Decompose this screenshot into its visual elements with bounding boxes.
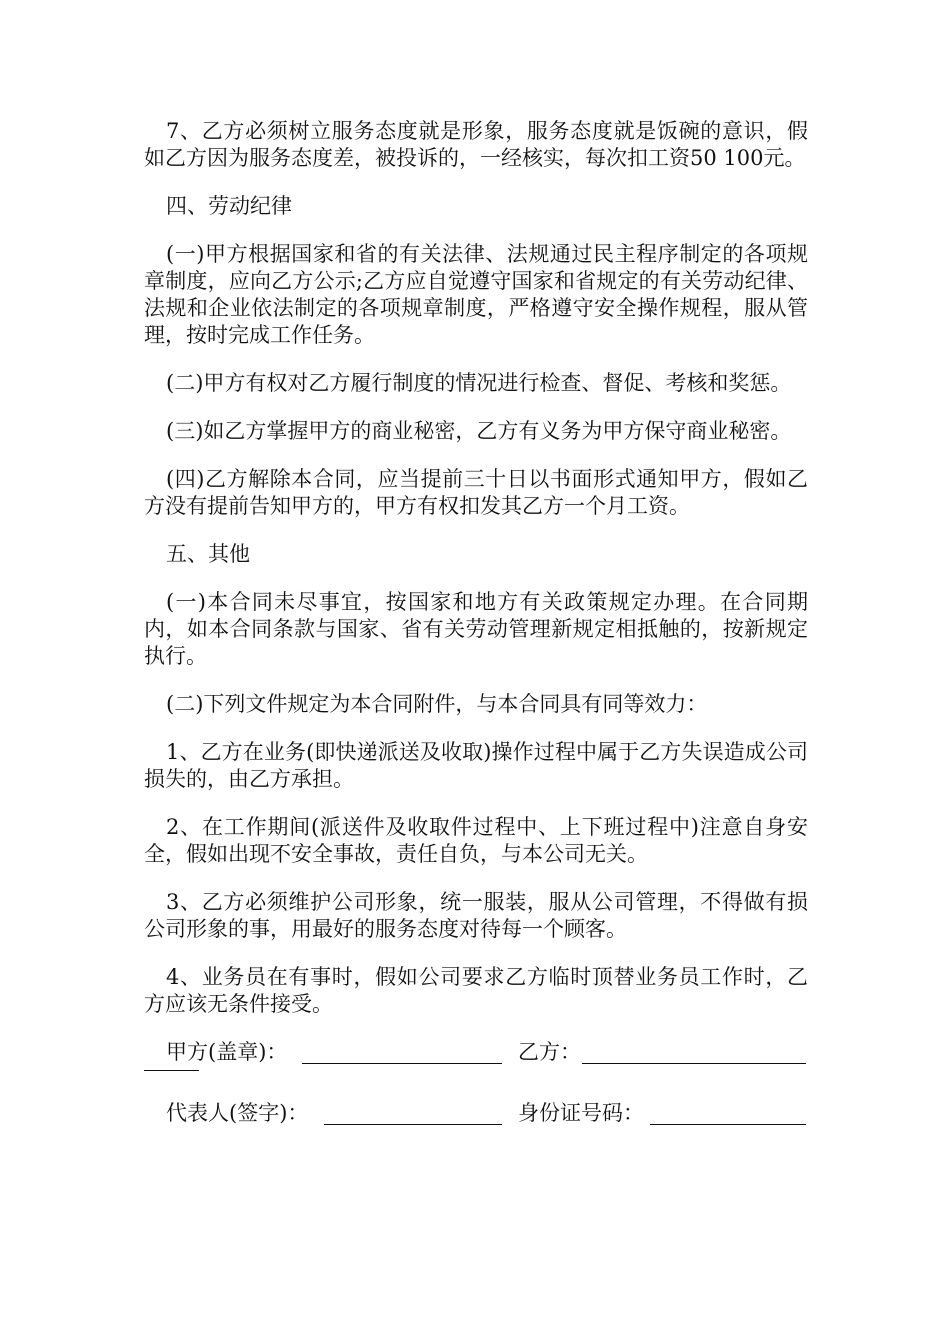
clause-7: 7、乙方必须树立服务态度就是形象，服务态度就是饭碗的意识，假如乙方因为服务态度差，被投诉的，一经核实，每次扣工资50 100元。 <box>144 119 808 170</box>
id-number-blank[interactable] <box>650 1102 806 1125</box>
attachment-item-1: 1、乙方在业务(即快递派送及收取)操作过程中属于乙方失误造成公司损失的，由乙方承担。 <box>144 740 808 791</box>
signature-row-parties <box>144 1039 808 1066</box>
clause-4-4: (四)乙方解除本合同，应当提前三十日以书面形式通知甲方，假如乙方没有提前告知甲方的，甲方有权扣发其乙方一个月工资。 <box>144 467 808 518</box>
attachment-item-2: 2、在工作期间(派送件及收取件过程中、上下班过程中)注意自身安全，假如出现不安全事故，责任自负，与本公司无关。 <box>144 815 808 866</box>
id-number-label: 身份证号码： <box>518 1101 644 1125</box>
document-page <box>144 118 808 1127</box>
clause-5-2: (二)下列文件规定为本合同附件，与本合同具有同等效力： <box>166 692 708 716</box>
clause-4-1: (一)甲方根据国家和省的有关法律、法规通过民主程序制定的各项规章制度，应向乙方公示;乙方应自觉遵守国家和省规定的有关劳动纪律、法规和企业依法制定的各项规章制度，严格遵守安全操作规程，服从管理，按时完成工作任务。 <box>144 242 808 347</box>
attachment-item-3: 3、乙方必须维护公司形象，统一服装，服从公司管理，不得做有损公司形象的事，用最好的服务态度对待每一个顾客。 <box>144 890 808 941</box>
clause-4-2: (二)甲方有权对乙方履行制度的情况进行检查、督促、考核和奖惩。 <box>166 371 792 395</box>
signature-row-representative <box>144 1100 808 1127</box>
representative-signature-blank[interactable] <box>324 1102 502 1125</box>
party-b-signature-blank-continued <box>144 1070 199 1071</box>
section-heading-other: 五、其他 <box>166 542 250 566</box>
clause-4-3: (三)如乙方掌握甲方的商业秘密，乙方有义务为甲方保守商业秘密。 <box>166 419 792 443</box>
party-b-signature-blank[interactable] <box>582 1041 806 1064</box>
representative-label: 代表人(签字)： <box>166 1101 309 1125</box>
section-heading-labor-discipline: 四、劳动纪律 <box>166 194 292 218</box>
party-a-signature-blank[interactable] <box>302 1041 502 1064</box>
party-b-label: 乙方： <box>518 1040 581 1064</box>
party-a-label: 甲方(盖章)： <box>166 1040 288 1064</box>
clause-5-1: (一)本合同未尽事宜，按国家和地方有关政策规定办理。在合同期内，如本合同条款与国家、省有关劳动管理新规定相抵触的，按新规定执行。 <box>144 590 808 668</box>
attachment-item-4: 4、业务员在有事时，假如公司要求乙方临时顶替业务员工作时，乙方应该无条件接受。 <box>144 965 808 1016</box>
